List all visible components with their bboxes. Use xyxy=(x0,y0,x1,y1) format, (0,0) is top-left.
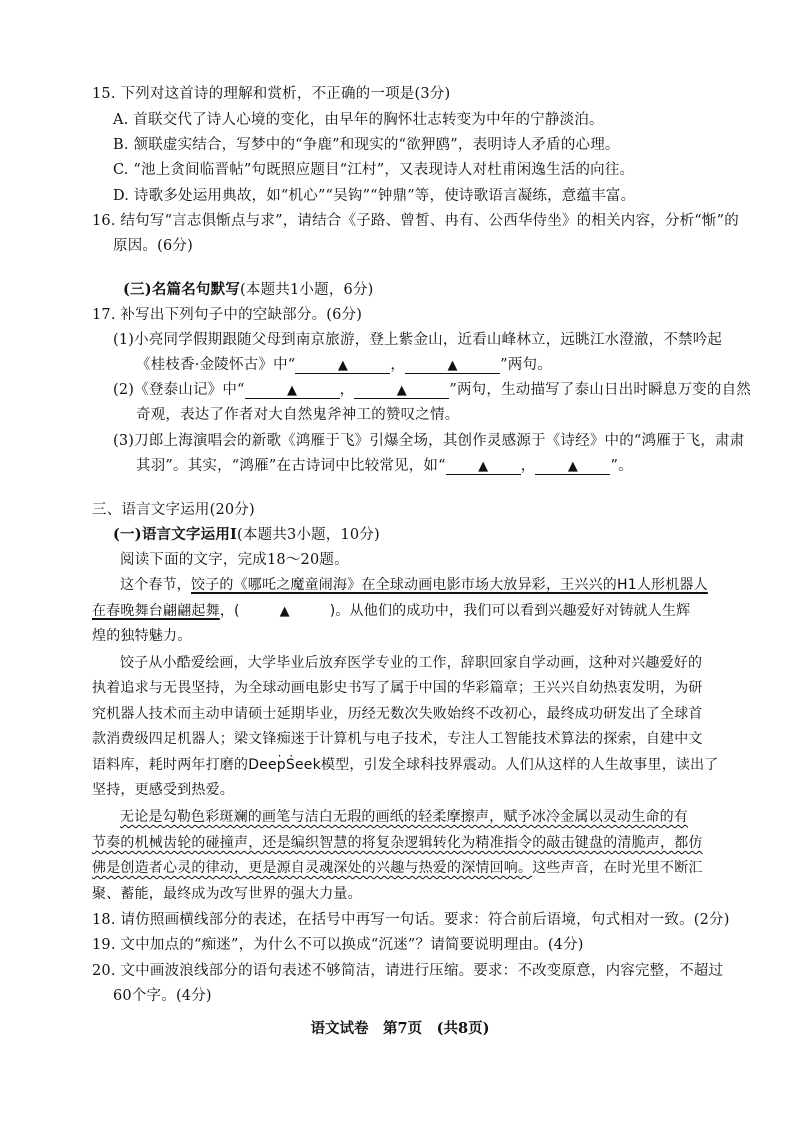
q17-part1-line2 xyxy=(136,355,552,375)
blank-marker: ▲ xyxy=(287,383,298,398)
underlined-sentence-end: 在春晚舞台翩翩起舞 xyxy=(92,603,220,619)
q17-part3-line1: (3)刀郎上海演唱会的新歌《鸿雁于飞》引爆全场，其创作灵感源于《诗经》中的“鸿雁于飞，肃肃 xyxy=(113,433,745,449)
q17-part1-blank-1[interactable] xyxy=(295,355,390,374)
section3-heading xyxy=(123,280,374,300)
q20-line1: 20. 文中画波浪线部分的语句表述不够简洁，请进行压缩。要求：不改变原意，内容完整，不超过 xyxy=(92,963,724,979)
passage-p1-line2 xyxy=(92,601,690,622)
passage-p2-line4 xyxy=(92,729,703,749)
blank-marker: ▲ xyxy=(279,604,290,619)
answer-paren-open: ，( xyxy=(219,603,240,619)
passage-p2-line4-tail: 于计算机与电子技术，专注人工智能技术算法的探索，自建中文 xyxy=(305,731,703,747)
q17-part3-suffix: ”。 xyxy=(610,458,633,474)
passage-p2-line3: 究机器人技术而主动申请硕士延期毕业，历经无数次失败始终不改初心，最终成功研发出了全球首 xyxy=(92,706,703,722)
q16-line1: 16. 结句写“言志俱惭点与求”，请结合《子路、曾皙、冉有、公西华侍坐》的相关内容，分析“惭”的 xyxy=(92,213,739,229)
section3-title: (三)名篇名句默写 xyxy=(123,281,241,298)
q17-part1-line1: (1)小亮同学假期跟随父母到南京旅游，登上紫金山，近看山峰林立，远眺江水澄澈，不禁吟起 xyxy=(113,332,723,348)
passage-p3-line3 xyxy=(92,858,703,878)
q17-part2-comma: ， xyxy=(339,382,355,398)
blank-marker: ▲ xyxy=(567,459,579,474)
q15-option-c: C. “池上贪间临晋帖”句既照应题目“江村”，又表现诗人对杜甫闲逸生活的向往。 xyxy=(113,162,635,178)
q17-part1-blank-2[interactable] xyxy=(405,355,500,374)
q17-part3-blank-1[interactable] xyxy=(446,456,521,475)
blank-marker: ▲ xyxy=(478,459,489,474)
q17-part2-line2: 奇观，表达了作者对大自然鬼斧神工的赞叹之情。 xyxy=(136,407,460,423)
passage-p3-line1: 无论是勾勒色彩斑斓的画笔与洁白无瑕的画纸的轻柔摩擦声，赋予冰冷金属以灵动生命的有 xyxy=(120,809,688,825)
answer-slot[interactable] xyxy=(240,601,330,622)
passage-p1-lead: 这个春节， xyxy=(120,577,191,593)
q15-option-d: D. 诗歌多处运用典故，如“机心”“吴钩”“钟鼎”等，使诗歌语言凝练，意蕴丰富。 xyxy=(113,188,636,204)
passage-p3-line3-tail: 这些声音，在时光里不断汇 xyxy=(532,860,703,876)
q17-part2-blank-2[interactable] xyxy=(354,380,449,399)
q17-part2-suffix: ”两句，生动描写了泰山日出时瞬息万变的自然 xyxy=(449,382,751,398)
q15-stem: 15. 下列对这首诗的理解和赏析，不正确的一项是(3分) xyxy=(92,86,451,102)
q17-part1-comma: ， xyxy=(390,357,406,373)
q17-part3-comma: ， xyxy=(520,458,536,474)
passage-p2-line6: 坚持，更感受到热爱。 xyxy=(92,782,234,798)
passage-p2-line5: 语料库，耗时两年打磨的DeepSeek模型，引发全球科技界震动。人们从这样的人生故事里，读出了 xyxy=(92,757,719,773)
q17-part3-line2 xyxy=(136,456,633,476)
passage-p3-line4: 聚、蓄能，最终成为改写世界的强大力量。 xyxy=(92,886,362,902)
q17-stem: 17. 补写出下列句子中的空缺部分。(6分) xyxy=(92,307,363,323)
subsection1-title: (一)语言文字运用Ⅰ xyxy=(113,526,238,543)
passage-p2-line1: 饺子从小酷爱绘画，大学毕业后放弃医学专业的工作，辞职回家自学动画，这种对兴趣爱好的 xyxy=(120,655,703,671)
blank-marker: ▲ xyxy=(447,358,458,373)
dotted-word: 痴迷 · · xyxy=(277,731,305,747)
underlined-sentence: 饺子的《哪吒之魔童闹海》在全球动画电影市场大放异彩，王兴兴的H1人形机器人 xyxy=(191,577,708,593)
q17-part2-prefix: (2)《登泰山记》中“ xyxy=(113,382,245,398)
q15-option-a: A. 首联交代了诗人心境的变化，由早年的胸怀壮志转变为中年的宁静淡泊。 xyxy=(113,112,604,128)
q17-part1-prefix: 《桂枝香·金陵怀古》中“ xyxy=(136,357,296,373)
wavy-sentence-end: 佛是创造者心灵的律动，更是源自灵魂深处的兴趣与热爱的深情回响。 xyxy=(92,860,533,876)
passage-p1-line1 xyxy=(120,575,708,595)
blank-marker: ▲ xyxy=(396,383,407,398)
q17-part2-line1 xyxy=(113,380,751,400)
q18: 18. 请仿照画横线部分的表述，在括号中再写一句话。要求：符合前后语境，句式相对一致。(2分) xyxy=(92,912,730,928)
section3-note: (本题共1小题，6分) xyxy=(240,282,374,298)
passage-p1-line2-tail: )。从他们的成功中，我们可以看到兴趣爱好对铸就人生辉 xyxy=(329,603,691,619)
q16-line2: 原因。(6分) xyxy=(113,238,193,254)
passage-p2-line4-lead: 款消费级四足机器人；梁文锋 xyxy=(92,731,277,747)
q17-part3-blank-2[interactable] xyxy=(535,456,610,475)
passage-p3-line2: 节奏的机械齿轮的碰撞声，还是编织智慧的将复杂逻辑转化为精准指令的敲击键盘的清脆声，都仿 xyxy=(92,835,703,851)
subsection1-note: (本题共3小题，10分) xyxy=(237,527,380,543)
q15-option-b: B. 颔联虚实结合，写梦中的“争鹿”和现实的“欲狎鸥”，表明诗人矛盾的心理。 xyxy=(113,137,620,153)
reading-instructions: 阅读下面的文字，完成18～20题。 xyxy=(120,552,349,568)
passage-p2-line2: 执着追求与无畏坚持，为全球动画电影史书写了属于中国的华彩篇章；王兴兴自幼热衷发明，为研 xyxy=(92,680,703,696)
q17-part1-suffix: ”两句。 xyxy=(500,357,552,373)
blank-marker: ▲ xyxy=(337,358,349,373)
part3-title: 三、语言文字运用(20分) xyxy=(92,502,255,518)
page-footer: 语文试卷 第7页 (共8页) xyxy=(310,1020,490,1037)
q17-part2-blank-1[interactable] xyxy=(245,380,340,399)
passage-p1-line3: 煌的独特魅力。 xyxy=(92,628,192,644)
q20-line2: 60个字。(4分) xyxy=(113,988,212,1004)
subsection1-heading xyxy=(113,525,380,545)
q19: 19. 文中加点的“痴迷”，为什么不可以换成“沉迷”？请简要说明理由。(4分) xyxy=(92,937,584,953)
q17-part3-prefix: 其羽”。其实，“鸿雁”在古诗词中比较常见，如“ xyxy=(136,458,446,474)
